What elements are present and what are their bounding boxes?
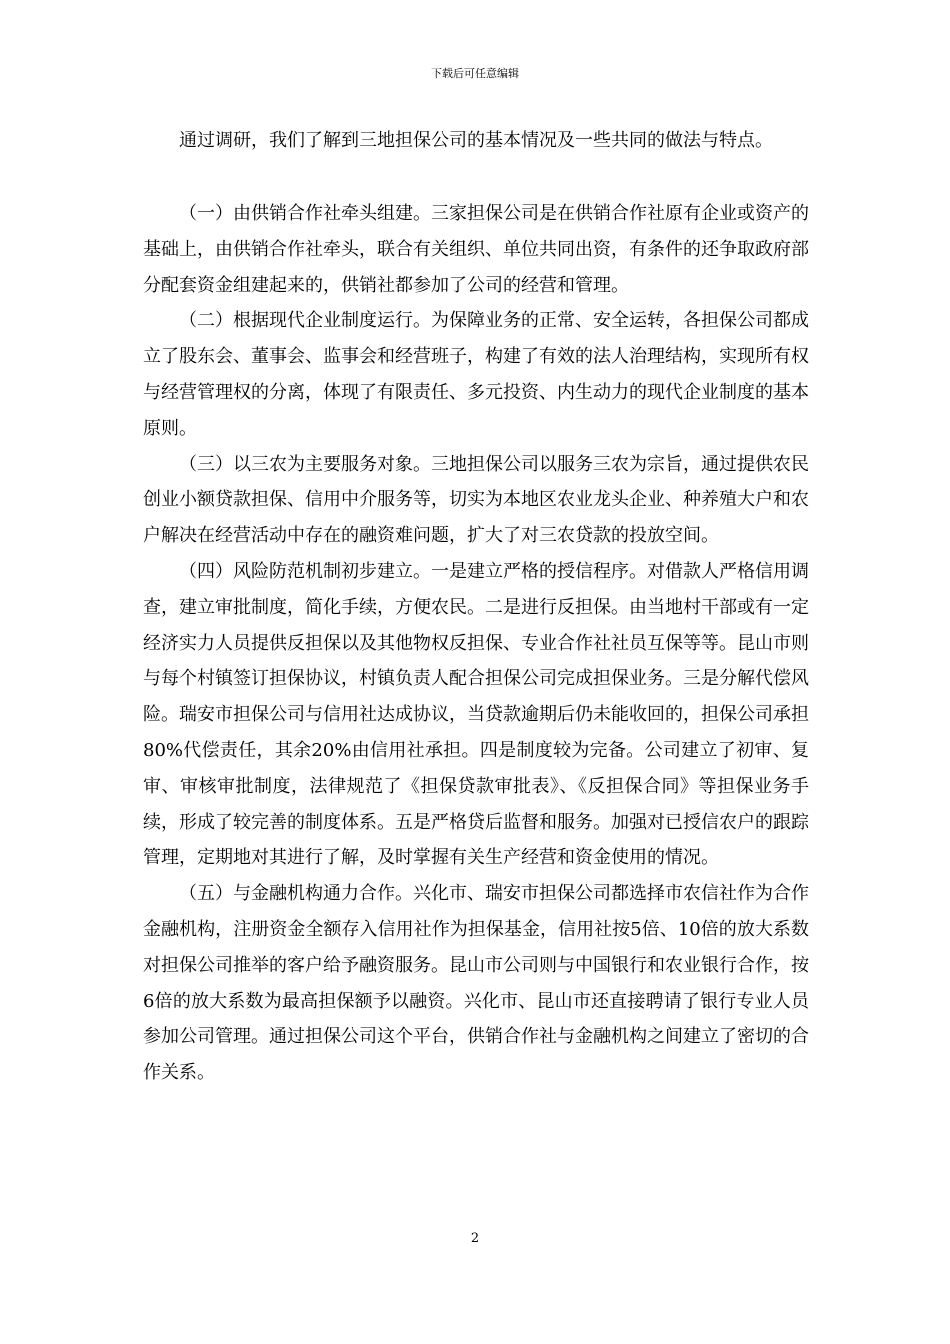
document-body [143,196,809,1091]
paragraph-5: （五）与金融机构通力合作。兴化市、瑞安市担保公司都选择市农信社作为合作金融机构，注册资金全额存入信用社作为担保基金，信用社按5倍、10倍的放大系数对担保公司推举的客户给予融资服务。昆山市公司则与中国银行和农业银行合作，按6倍的放大系数为最高担保额予以融资。兴化市、昆山市还直接聘请了银行专业人员参加公司管理。通过担保公司这个平台，供销合作社与金融机构之间建立了密切的合作关系。 [143,883,809,1084]
paragraph-3: （三）以三农为主要服务对象。三地担保公司以服务三农为宗旨，通过提供农民创业小额贷款担保、信用中介服务等，切实为本地区农业龙头企业、种养殖大户和农户解决在经营活动中存在的融资难问题，扩大了对三农贷款的投放空间。 [143,453,809,547]
paragraph-4: （四）风险防范机制初步建立。一是建立严格的授信程序。对借款人严格信用调查，建立审批制度，简化手续，方便农民。二是进行反担保。由当地村干部或有一定经济实力人员提供反担保以及其他物权反担保、专业合作社社员互保等等。昆山市则与每个村镇签订担保协议，村镇负责人配合担保公司完成担保业务。三是分解代偿风险。瑞安市担保公司与信用社达成协议，当贷款逾期后仍未能收回的，担保公司承担80%代偿责任，其余20%由信用社承担。四是制度较为完备。公司建立了初审、复审、审核审批制度，法律规范了《担保贷款审批表》、《反担保合同》等担保业务手续，形成了较完善的制度体系。五是严格贷后监督和服务。加强对已授信农户的跟踪管理，定期地对其进行了解，及时掌握有关生产经营和资金使用的情况。 [143,560,809,869]
paragraph-2: （二）根据现代企业制度运行。为保障业务的正常、安全运转，各担保公司都成立了股东会、董事会、监事会和经营班子，构建了有效的法人治理结构，实现所有权与经营管理权的分离，体现了有限责任、多元投资、内生动力的现代企业制度的基本原则。 [143,310,809,439]
paragraph-1: （一）由供销合作社牵头组建。三家担保公司是在供销合作社原有企业或资产的基础上，由供销合作社牵头，联合有关组织、单位共同出资，有条件的还争取政府部分配套资金组建起来的，供销社都参加了公司的经营和管理。 [143,203,809,296]
page-header: 下载后可任意编辑 [431,67,519,80]
intro-paragraph: 通过调研，我们了解到三地担保公司的基本情况及一些共同的做法与特点。 [179,130,773,151]
page-number: 2 [470,1231,480,1246]
